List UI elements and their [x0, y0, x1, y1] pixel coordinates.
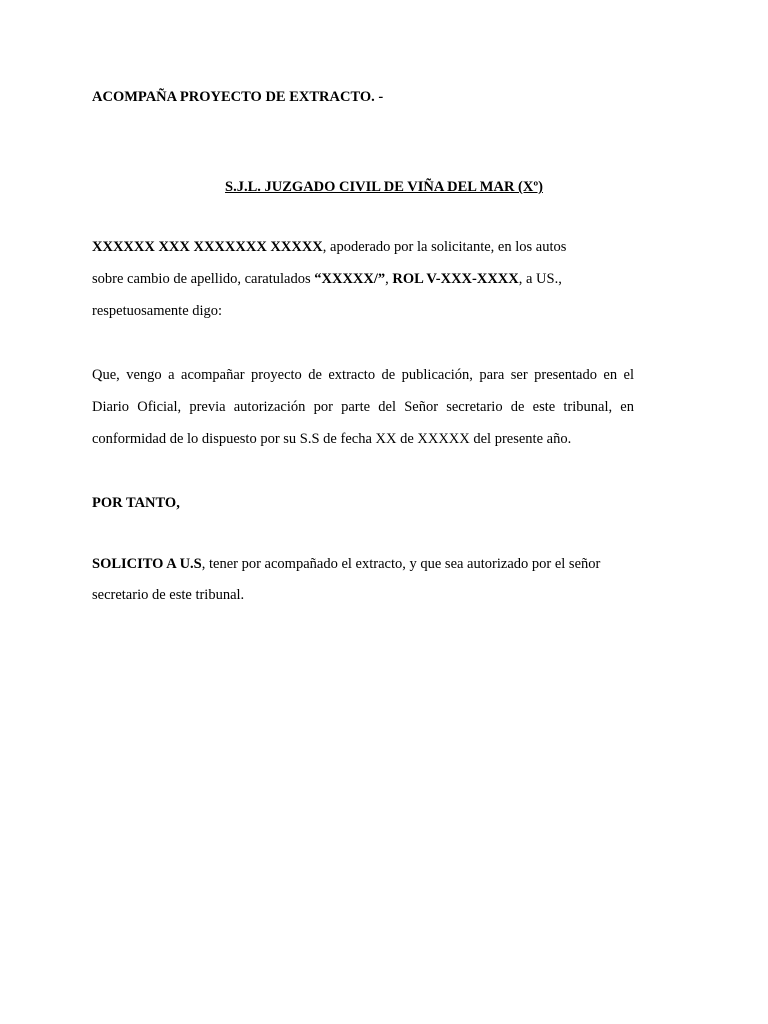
- intro-line-2: sobre cambio de apellido, caratulados “XXXXX/”, ROL V-XXX-XXXX, a US.,: [92, 271, 562, 287]
- document-heading: ACOMPAÑA PROYECTO DE EXTRACTO. -: [92, 89, 384, 105]
- court-title: S.J.L. JUZGADO CIVIL DE VIÑA DEL MAR (Xº): [225, 179, 543, 195]
- attorney-name: XXXXXX XXX XXXXXXX XXXXX: [92, 239, 323, 255]
- case-rol: ROL V-XXX-XXXX: [392, 271, 519, 287]
- request-line-2: secretario de este tribunal.: [92, 587, 245, 603]
- request-line-1: SOLICITO A U.S, tener por acompañado el extracto, y que sea autorizado por el señor: [92, 556, 601, 572]
- case-caption: “XXXXX/”: [314, 271, 386, 287]
- body-line-2: Diario Oficial, previa autorización por parte del Señor secretario de este tribunal, en: [92, 399, 634, 415]
- intro-line-1: XXXXXX XXX XXXXXXX XXXXX, apoderado por la solicitante, en los autos: [92, 239, 567, 255]
- body-line-1: Que, vengo a acompañar proyecto de extracto de publicación, para ser presentado en el: [92, 367, 634, 383]
- por-tanto: POR TANTO,: [92, 495, 180, 511]
- body-line-3: conformidad de lo dispuesto por su S.S de fecha XX de XXXXX del presente año.: [92, 431, 572, 447]
- intro-line-3: respetuosamente digo:: [92, 303, 223, 319]
- request-lead: SOLICITO A U.S: [92, 556, 202, 572]
